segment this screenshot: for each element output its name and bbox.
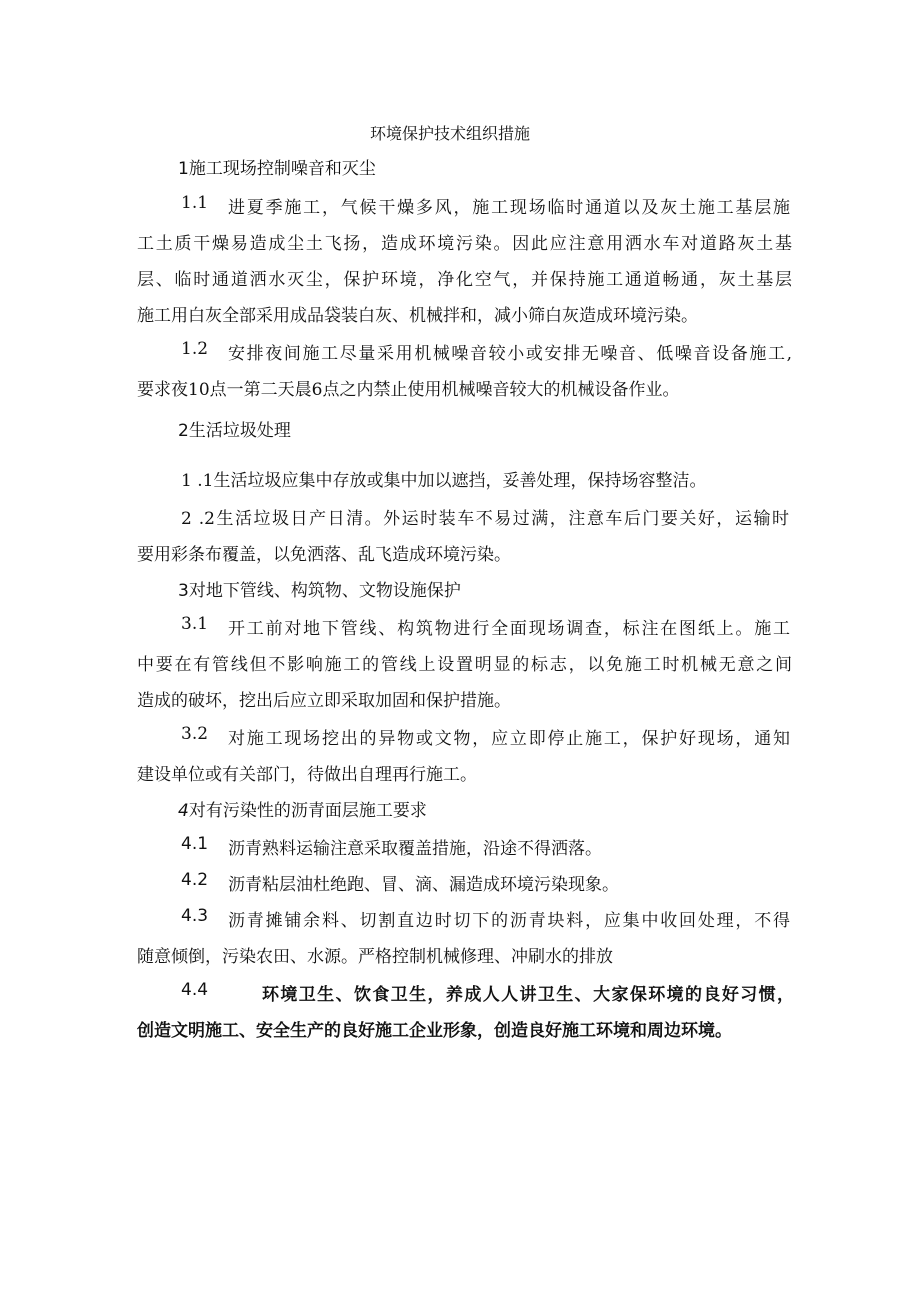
section-3-heading: 3对地下管线、构筑物、文物设施保护 [178,581,461,601]
para-1-1-line: 工土质干燥易造成尘土飞扬，造成环境污染。因此应注意用洒水车对道路灰土基 [137,234,792,254]
section-1-heading: 1施工现场控制噪音和灭尘 [178,159,376,179]
para-4-3-line: 随意倾倒，污染农田、水源。严格控制机械修理、冲刷水的排放 [137,947,613,967]
para-2-2-line: 要用彩条布覆盖，以免洒落、乱飞造成环境污染。 [137,545,511,565]
section-4-title: 对有污染性的沥青面层施工要求 [188,801,427,821]
section-4-heading [178,796,427,821]
para-1-1-number: 1.1 [181,193,209,213]
para-2-2-line: 2 .2生活垃圾日产日清。外运时装车不易过满，注意车后门要关好，运输时 [181,509,789,529]
para-4-2-number: 4.2 [181,870,209,890]
para-4-3-line: 沥青摊铺余料、切割直边时切下的沥青块料，应集中收回处理，不得 [228,911,790,931]
para-3-1-line: 中要在有管线但不影响施工的管线上设置明显的标志，以免施工时机械无意之间 [137,655,792,675]
para-4-4-line: 环境卫生、饮食卫生，养成人人讲卫生、大家保环境的良好习惯， [262,985,794,1005]
document-title: 环境保护技术组织措施 [370,124,531,143]
para-1-1-line: 层、临时通道洒水灭尘，保护环境，净化空气，并保持施工通道畅通，灰土基层 [137,270,792,290]
para-3-2-line: 建设单位或有关部门，待做出自理再行施工。 [137,765,477,785]
para-4-2: 沥青粘层油杜绝跑、冒、滴、漏造成环境污染现象。 [228,875,619,895]
para-3-1-number: 3.1 [181,614,209,634]
para-1-1-line: 施工用白灰全部采用成品袋装白灰、机械拌和，减小筛白灰造成环境污染。 [137,306,698,326]
para-4-3-number: 4.3 [181,906,209,926]
para-3-2-line: 对施工现场挖出的异物或文物，应立即停止施工，保护好现场，通知 [228,729,790,749]
para-4-1-number: 4.1 [181,834,209,854]
para-4-4-number: 4.4 [181,980,209,1000]
section-2-heading: 2生活垃圾处理 [178,421,291,441]
para-3-1-line: 开工前对地下管线、构筑物进行全面现场调查，标注在图纸上。施工 [228,619,790,639]
para-1-1-line: 进夏季施工，气候干燥多风，施工现场临时通道以及灰土施工基层施 [228,198,790,218]
para-3-1-line: 造成的破坏，挖出后应立即采取加固和保护措施。 [137,691,511,711]
para-1-2-line: 要求夜10点一第二天晨6点之内禁止使用机械噪音较大的机械设备作业。 [137,380,680,400]
para-4-1: 沥青熟料运输注意采取覆盖措施，沿途不得洒落。 [228,839,602,859]
para-2-1: 1 .1生活垃圾应集中存放或集中加以遮挡，妥善处理，保持场容整洁。 [181,471,707,491]
section-4-number: 4 [178,801,189,821]
para-1-2-number: 1.2 [181,339,209,359]
para-3-2-number: 3.2 [181,724,209,744]
para-1-2-line: 安排夜间施工尽量采用机械噪音较小或安排无噪音、低噪音设备施工, [228,344,792,364]
para-4-4-line: 创造文明施工、安全生产的良好施工企业形象，创造良好施工环境和周边环境。 [137,1021,732,1041]
